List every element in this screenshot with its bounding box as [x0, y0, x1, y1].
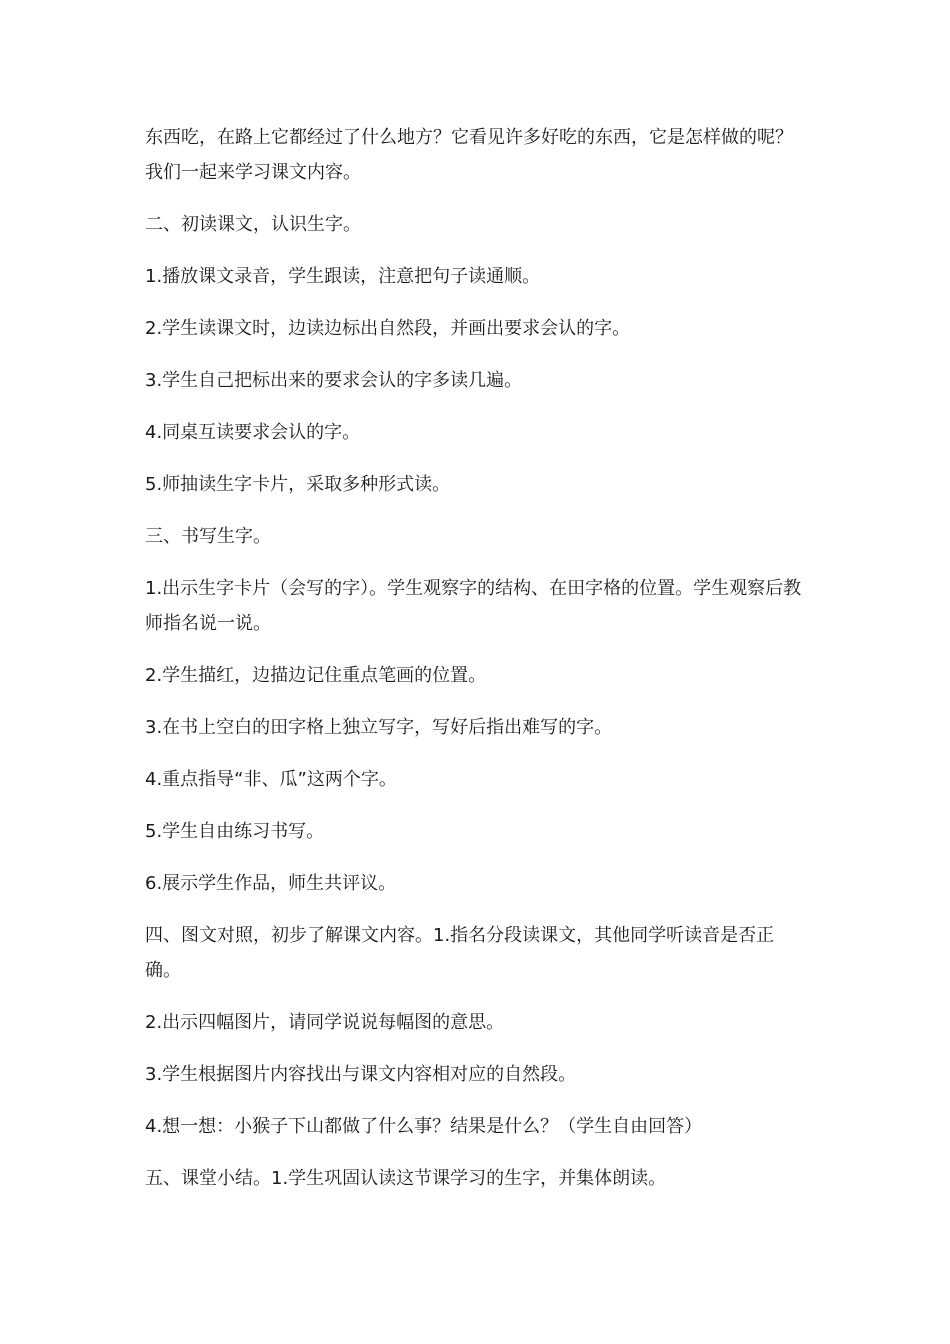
section-heading-2: 二、初读课文，认识生字。: [145, 214, 361, 235]
list-item: 5.学生自由练习书写。: [145, 821, 325, 842]
list-item: 2.出示四幅图片，请同学说说每幅图的意思。: [145, 1012, 505, 1033]
paragraph-intro-continued: 东西吃，在路上它都经过了什么地方？它看见许多好吃的东西，它是怎样做的呢？我们一起来学习课文内容。: [145, 127, 793, 183]
list-item: 6.展示学生作品，师生共评议。: [145, 873, 397, 894]
list-item: 4.同桌互读要求会认的字。: [145, 422, 361, 443]
list-item: 3.在书上空白的田字格上独立写字，写好后指出难写的字。: [145, 717, 613, 738]
list-item: 5.师抽读生字卡片，采取多种形式读。: [145, 474, 451, 495]
list-item: 1.播放课文录音，学生跟读，注意把句子读通顺。: [145, 266, 541, 287]
section-heading-5: 五、课堂小结。1.学生巩固认读这节课学习的生字，并集体朗读。: [145, 1168, 667, 1189]
list-item: 4.重点指导“非、瓜”这两个字。: [145, 769, 397, 790]
document-body: [145, 120, 810, 1213]
list-item: 3.学生根据图片内容找出与课文内容相对应的自然段。: [145, 1064, 577, 1085]
section-heading-4: 四、图文对照，初步了解课文内容。1.指名分段读课文，其他同学听读音是否正确。: [145, 925, 775, 981]
list-item: 4.想一想：小猴子下山都做了什么事？结果是什么？（学生自由回答）: [145, 1116, 703, 1137]
list-item: 3.学生自己把标出来的要求会认的字多读几遍。: [145, 370, 523, 391]
list-item: 2.学生描红，边描边记住重点笔画的位置。: [145, 665, 487, 686]
section-heading-3: 三、书写生字。: [145, 526, 271, 547]
list-item: 1.出示生字卡片（会写的字）。学生观察字的结构、在田字格的位置。学生观察后教师指名说一说。: [145, 578, 802, 634]
list-item: 2.学生读课文时，边读边标出自然段，并画出要求会认的字。: [145, 318, 631, 339]
